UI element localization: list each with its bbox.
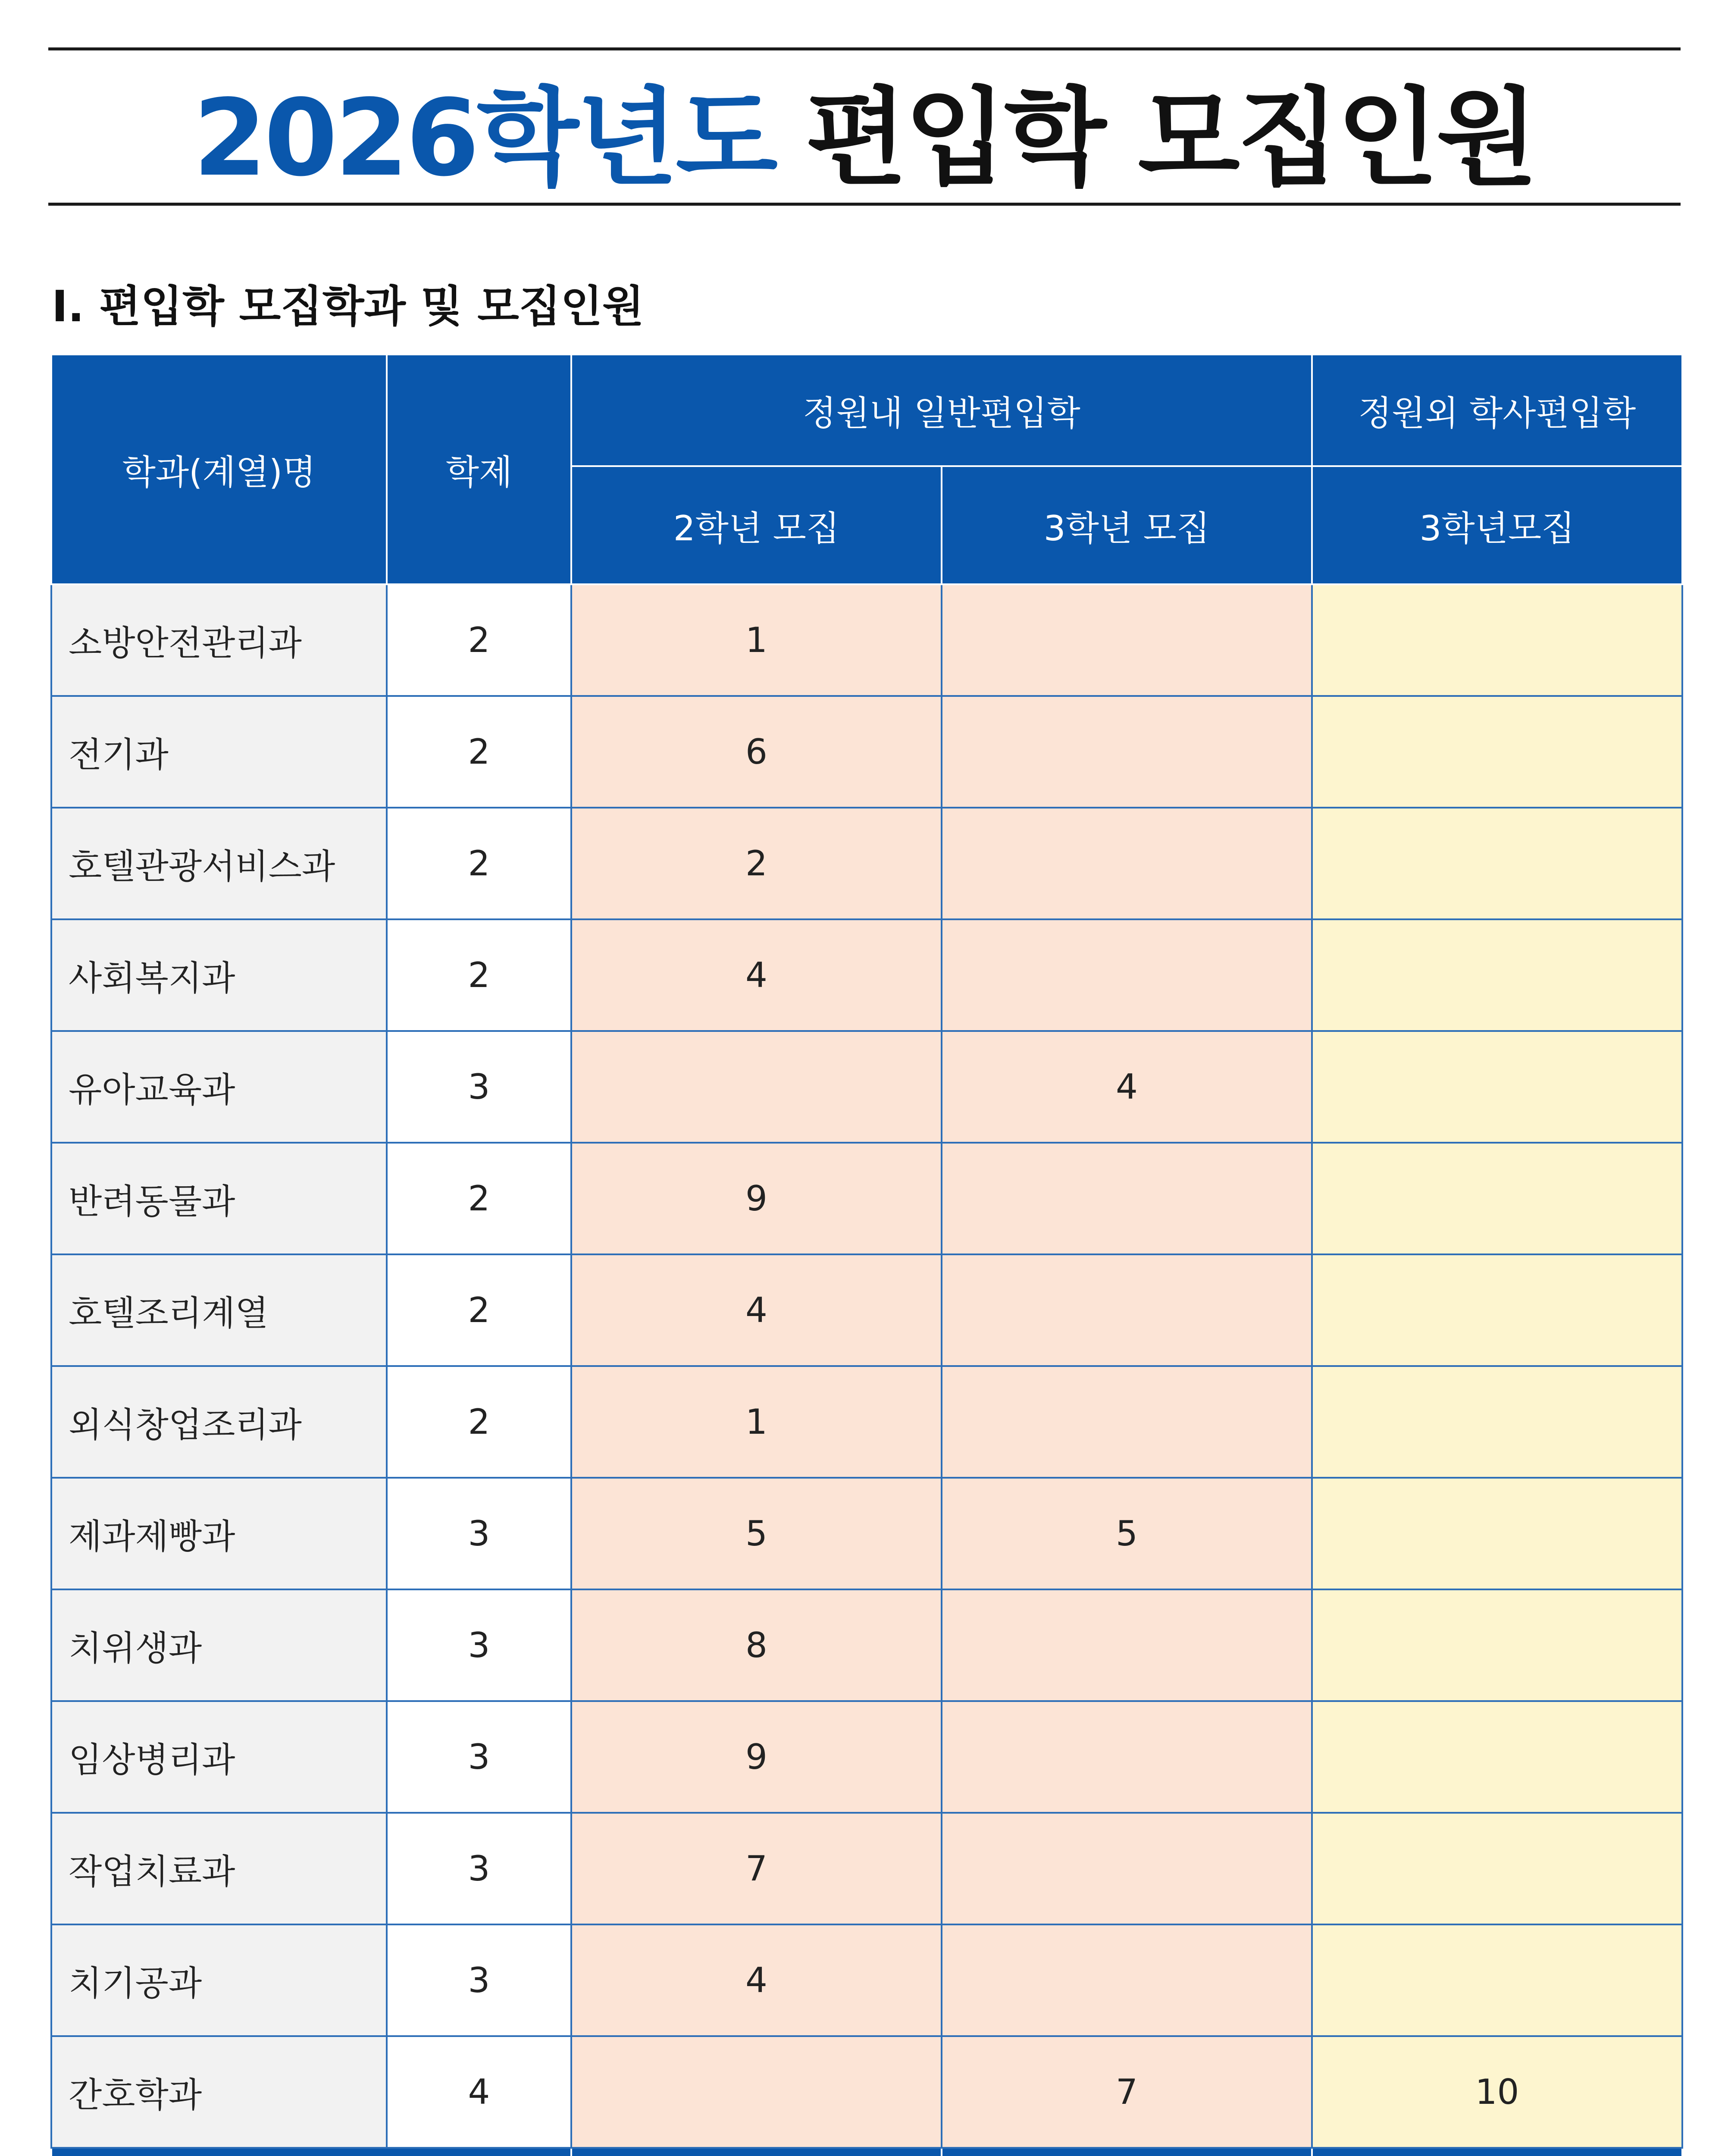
dept-name: 임상병리과 (51, 1701, 387, 1813)
table-row (51, 1366, 1682, 1478)
dept-name: 호텔조리계열 (51, 1254, 387, 1366)
count-3rd (942, 1143, 1312, 1254)
count-ext (1312, 1701, 1682, 1813)
table-row (51, 1589, 1682, 1701)
title-year: 2026학년도 (193, 77, 775, 200)
dept-name: 외식창업조리과 (51, 1366, 387, 1478)
recruitment-table (50, 354, 1683, 2156)
dept-name: 작업치료과 (51, 1813, 387, 1924)
term-years: 2 (387, 1366, 571, 1478)
count-ext (1312, 1031, 1682, 1143)
count-3rd (942, 696, 1312, 808)
count-ext (1312, 1254, 1682, 1366)
count-3rd (942, 1366, 1312, 1478)
term-years: 3 (387, 1478, 571, 1589)
dept-name: 간호학과 (51, 2036, 387, 2148)
term-years: 2 (387, 696, 571, 808)
count-2nd: 8 (571, 1589, 942, 1701)
count-ext (1312, 1813, 1682, 1924)
header-row-1 (51, 354, 1682, 466)
table-row (51, 919, 1682, 1031)
count-ext: 10 (1312, 2036, 1682, 2148)
term-years: 3 (387, 1924, 571, 2036)
count-2nd: 5 (571, 1478, 942, 1589)
term-years: 3 (387, 1589, 571, 1701)
table-row (51, 1254, 1682, 1366)
count-ext (1312, 1143, 1682, 1254)
count-2nd: 4 (571, 919, 942, 1031)
table-row (51, 1478, 1682, 1589)
table-row (51, 584, 1682, 696)
table-row (51, 2036, 1682, 2148)
count-2nd: 7 (571, 1813, 942, 1924)
count-2nd: 9 (571, 1143, 942, 1254)
top-rule (48, 47, 1681, 50)
count-ext (1312, 1366, 1682, 1478)
count-2nd: 6 (571, 696, 942, 808)
table-row (51, 1143, 1682, 1254)
term-years: 3 (387, 1813, 571, 1924)
table-row (51, 1701, 1682, 1813)
count-ext (1312, 1924, 1682, 2036)
header-3rd-year: 3학년 모집 (942, 466, 1312, 584)
term-years: 2 (387, 808, 571, 919)
count-3rd (942, 1589, 1312, 1701)
count-3rd (942, 919, 1312, 1031)
count-ext (1312, 919, 1682, 1031)
count-3rd (942, 1701, 1312, 1813)
table-row (51, 808, 1682, 919)
term-years: 2 (387, 1143, 571, 1254)
dept-name: 제과제빵과 (51, 1478, 387, 1589)
term-years: 3 (387, 1031, 571, 1143)
table-row (51, 1924, 1682, 2036)
count-2nd (571, 1031, 942, 1143)
table-row (51, 696, 1682, 808)
dept-name: 소방안전관리과 (51, 584, 387, 696)
term-years: 2 (387, 584, 571, 696)
dept-name: 사회복지과 (51, 919, 387, 1031)
count-2nd: 4 (571, 1924, 942, 2036)
total-label (51, 2148, 571, 2156)
count-2nd: 9 (571, 1701, 942, 1813)
term-years: 3 (387, 1701, 571, 1813)
table-row (51, 1031, 1682, 1143)
header-group-internal: 정원내 일반편입학 (571, 354, 1312, 466)
term-years: 4 (387, 2036, 571, 2148)
term-years: 2 (387, 919, 571, 1031)
header-term: 학제 (387, 354, 571, 584)
page-title (48, 65, 1681, 200)
count-3rd: 7 (942, 2036, 1312, 2148)
total-row (51, 2148, 1682, 2156)
dept-name: 호텔관광서비스과 (51, 808, 387, 919)
count-3rd (942, 1813, 1312, 1924)
dept-name: 전기과 (51, 696, 387, 808)
count-3rd (942, 808, 1312, 919)
header-dept: 학과(계열)명 (51, 354, 387, 584)
count-ext (1312, 1478, 1682, 1589)
count-3rd (942, 1254, 1312, 1366)
total-3rd (942, 2148, 1312, 2156)
count-2nd: 1 (571, 584, 942, 696)
header-group-external: 정원외 학사편입학 (1312, 354, 1682, 466)
count-3rd (942, 1924, 1312, 2036)
count-ext (1312, 1589, 1682, 1701)
dept-name: 반려동물과 (51, 1143, 387, 1254)
total-ext (1312, 2148, 1682, 2156)
count-ext (1312, 808, 1682, 919)
count-3rd: 5 (942, 1478, 1312, 1589)
dept-name: 유아교육과 (51, 1031, 387, 1143)
count-2nd (571, 2036, 942, 2148)
term-years: 2 (387, 1254, 571, 1366)
count-ext (1312, 696, 1682, 808)
section-heading: Ⅰ. 편입학 모집학과 및 모집인원 (52, 281, 644, 332)
count-2nd: 2 (571, 808, 942, 919)
count-ext (1312, 584, 1682, 696)
bottom-rule (48, 203, 1681, 206)
header-3rd-year-ext: 3학년모집 (1312, 466, 1682, 584)
table-row (51, 1813, 1682, 1924)
header-2nd-year: 2학년 모집 (571, 466, 942, 584)
count-2nd: 1 (571, 1366, 942, 1478)
count-3rd: 4 (942, 1031, 1312, 1143)
title-rest: 편입학 모집인원 (805, 77, 1536, 200)
dept-name: 치기공과 (51, 1924, 387, 2036)
count-3rd (942, 584, 1312, 696)
total-2nd (571, 2148, 942, 2156)
dept-name: 치위생과 (51, 1589, 387, 1701)
count-2nd: 4 (571, 1254, 942, 1366)
